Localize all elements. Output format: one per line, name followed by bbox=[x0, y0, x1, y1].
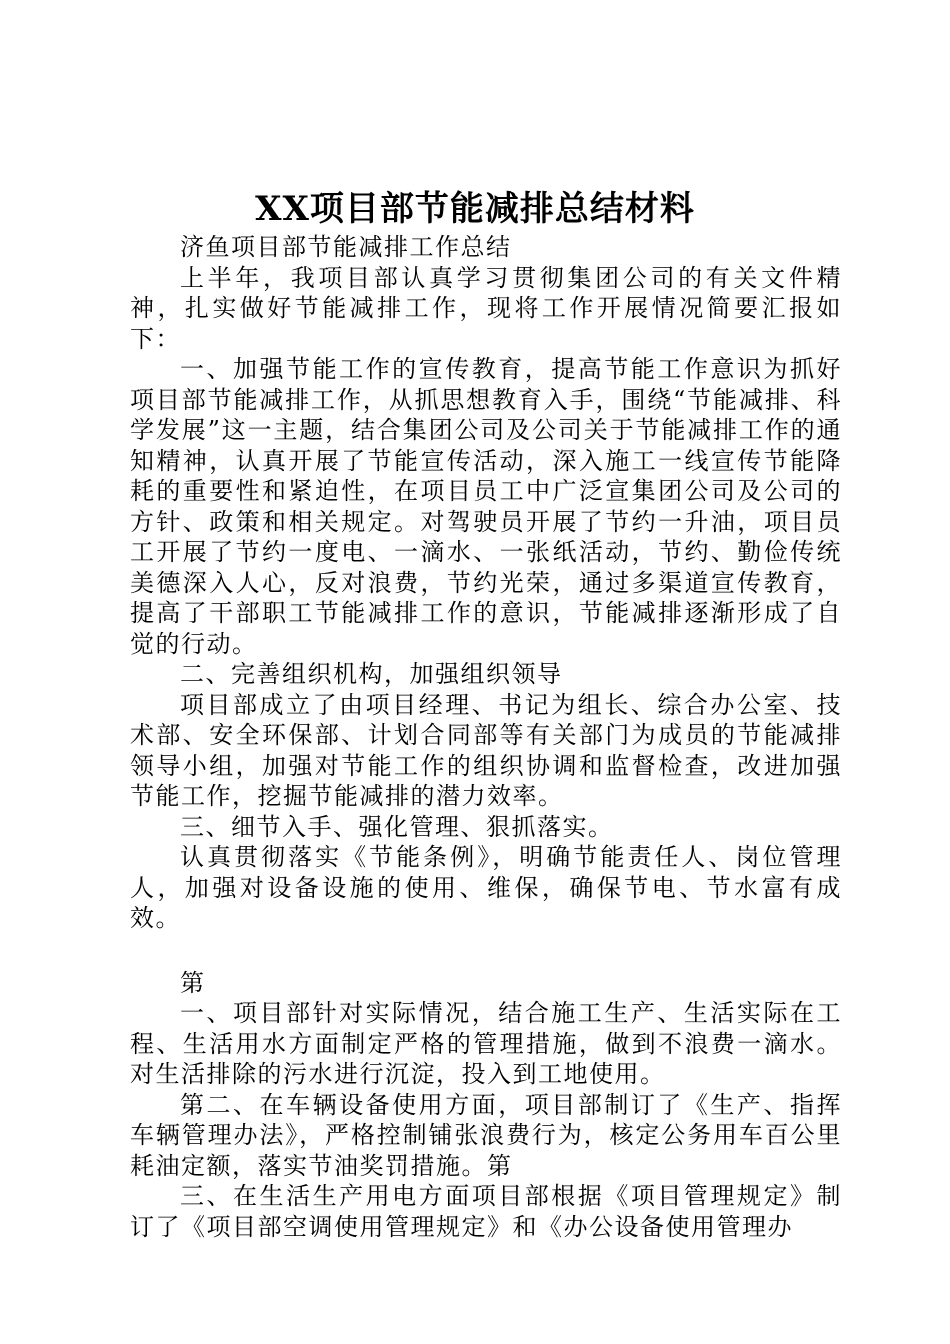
paragraph: 一、加强节能工作的宣传教育，提高节能工作意识为抓好项目部节能减排工作，从抓思想教育入手，围绕“节能减排、科学发展”这一主题，结合集团公司及公司关于节能减排工作的通知精神，认真开展了节能宣传活动，深入施工一线宣传节能降耗的重要性和紧迫性，在项目员工中广泛宣集团公司及公司的方针、政策和相关规定。对驾驶员开展了节约一升油，项目员工开展了节约一度电、一滴水、一张纸活动，节约、勤俭传统美德深入人心，反对浪费，节约光荣，通过多渠道宣传教育，提高了干部职工节能减排工作的意识，节能减排逐渐形成了自觉的行动。 bbox=[130, 355, 842, 658]
paragraph: 济鱼项目部节能减排工作总结 bbox=[180, 233, 512, 261]
paragraph: 第二、在车辆设备使用方面，项目部制订了《生产、指挥车辆管理办法》，严格控制铺张浪费行为，核定公务用车百公里耗油定额，落实节油奖罚措施。第 bbox=[130, 1090, 842, 1180]
paragraph: 二、完善组织机构，加强组织领导 bbox=[180, 660, 563, 688]
paragraph: 第 bbox=[180, 968, 206, 997]
paragraph: 三、在生活生产用电方面项目部根据《项目管理规定》制订了《项目部空调使用管理规定》和《办公设备使用管理办 bbox=[130, 1182, 842, 1241]
paragraph: 上半年，我项目部认真学习贯彻集团公司的有关文件精神，扎实做好节能减排工作，现将工作开展情况简要汇报如下： bbox=[130, 263, 842, 353]
document-title: XX项目部节能减排总结材料 bbox=[255, 189, 695, 229]
paragraph: 三、细节入手、强化管理、狠抓落实。 bbox=[180, 812, 614, 841]
document-body bbox=[130, 232, 842, 1242]
paragraph: 一、项目部针对实际情况，结合施工生产、生活实际在工程、生活用水方面制定严格的管理措施，做到不浪费一滴水。对生活排除的污水进行沉淀，投入到工地使用。 bbox=[130, 999, 842, 1088]
paragraph: 认真贯彻落实《节能条例》，明确节能责任人、岗位管理人，加强对设备设施的使用、维保，确保节电、节水富有成效。 bbox=[130, 843, 842, 932]
paragraph: 项目部成立了由项目经理、书记为组长、综合办公室、技术部、安全环保部、计划合同部等有关部门为成员的节能减排领导小组，加强对节能工作的组织协调和监督检查，改进加强节能工作，挖掘节能减排的潜力效率。 bbox=[130, 690, 842, 810]
